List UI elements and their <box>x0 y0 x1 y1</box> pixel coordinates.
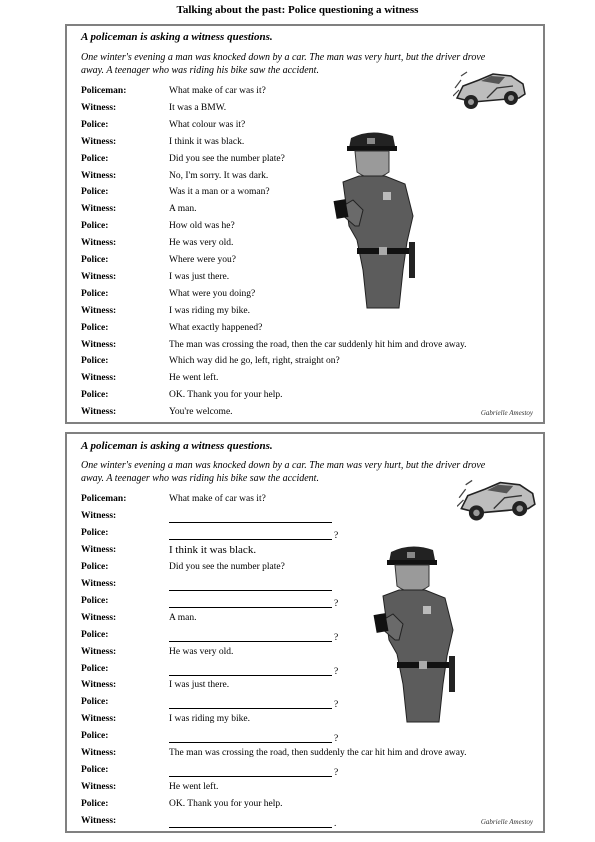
dialogue-row <box>81 272 531 288</box>
blank-punctuation: ? <box>334 700 339 711</box>
dialogue-row <box>81 323 531 339</box>
answer-blank[interactable] <box>169 742 332 743</box>
page-title: Talking about the past: Police questioning a witness <box>176 4 419 16</box>
dialogue-line: It was a BMW. <box>169 102 227 113</box>
speaker-label: Witness: <box>81 271 117 282</box>
speaker-label: Policeman: <box>81 86 127 96</box>
speaker-label: Witness: <box>81 782 117 793</box>
dialogue-row <box>81 731 531 747</box>
speaker-label: Witness: <box>81 680 117 691</box>
dialogue-line: Did you see the number plate? <box>169 561 285 572</box>
credit: Gabrielle Amestoy <box>480 409 533 417</box>
speaker-label: Police: <box>81 697 109 708</box>
dialogue-line: Which way did he go, left, right, straight on? <box>169 356 340 367</box>
dialogue-line: What exactly happened? <box>169 322 263 333</box>
box-title: A policeman is asking a witness questions. <box>81 31 273 43</box>
dialogue-line: A man. <box>169 204 197 215</box>
blank-punctuation: ? <box>334 632 339 643</box>
dialogue-line: What make of car was it? <box>169 86 266 96</box>
answer-blank[interactable] <box>169 607 332 608</box>
speaker-label: Police: <box>81 356 109 367</box>
dialogue-row <box>81 187 531 203</box>
dialogue-line: OK. Thank you for your help. <box>169 799 283 810</box>
dialogue-row <box>81 494 531 510</box>
dialogue-line: OK. Thank you for your help. <box>169 390 283 401</box>
speaker-label: Police: <box>81 221 109 232</box>
dialogue-row <box>81 255 531 271</box>
dialogue-line: I was just there. <box>169 680 230 691</box>
dialogue-line: The man was crossing the road, then suddenly the car hit him and drove away. <box>169 748 467 759</box>
speaker-label: Witness: <box>81 612 117 623</box>
speaker-label: Witness: <box>81 578 117 589</box>
dialogue-row <box>81 782 531 798</box>
dialogue-row <box>81 154 531 170</box>
blank-punctuation: ? <box>334 530 339 541</box>
dialogue-row <box>81 221 531 237</box>
speaker-label: Police: <box>81 731 109 742</box>
dialogue-row <box>81 238 531 254</box>
dialogue-row <box>81 680 531 696</box>
dialogue-row <box>81 816 531 832</box>
dialogue-row <box>81 562 531 578</box>
answer-blank[interactable] <box>169 590 332 591</box>
dialogue-row <box>81 289 531 305</box>
answer-blank[interactable] <box>169 522 332 523</box>
dialogue-line: Was it a man or a woman? <box>169 187 270 198</box>
dialogue-row <box>81 120 531 136</box>
dialogue-row <box>81 356 531 372</box>
dialogue-box-complete <box>65 24 545 424</box>
answer-blank[interactable] <box>169 675 332 676</box>
answer-blank[interactable] <box>169 776 332 777</box>
speaker-label: Witness: <box>81 714 117 725</box>
answer-blank[interactable] <box>169 539 332 540</box>
speaker-label: Police: <box>81 799 109 810</box>
dialogue-line: He was very old. <box>169 646 234 657</box>
speaker-label: Police: <box>81 765 109 776</box>
box-title: A policeman is asking a witness questions. <box>81 440 273 452</box>
speaker-label: Police: <box>81 153 109 164</box>
dialogue-line: I was just there. <box>169 271 230 282</box>
dialogue-row <box>81 340 531 356</box>
blank-punctuation: ? <box>334 734 339 745</box>
dialogue-row <box>81 613 531 629</box>
speaker-label: Police: <box>81 390 109 401</box>
dialogue-line: I was riding my bike. <box>169 305 251 316</box>
dialogue-row <box>81 511 531 527</box>
dialogue-line: How old was he? <box>169 221 235 232</box>
speaker-label: Witness: <box>81 407 117 418</box>
dialogue-row <box>81 596 531 612</box>
speaker-label: Witness: <box>81 136 117 147</box>
dialogue-line: Did you see the number plate? <box>169 153 285 164</box>
dialogue-row <box>81 697 531 713</box>
speaker-label: Police: <box>81 255 109 265</box>
speaker-label: Policeman: <box>81 494 127 504</box>
dialogue-line: The man was crossing the road, then the car suddenly hit him and drove away. <box>169 339 467 350</box>
dialogue-line: What were you doing? <box>169 288 256 299</box>
dialogue-line: What colour was it? <box>169 119 246 130</box>
intro-text: One winter's evening a man was knocked down by a car. The man was very hurt, but the driver drove away. A teenager who was riding his bike saw the accident. <box>81 460 486 484</box>
dialogue-row <box>81 137 531 153</box>
dialogue-row <box>81 390 531 406</box>
speaker-label: Police: <box>81 288 109 299</box>
blank-punctuation: ? <box>334 598 339 609</box>
speaker-label: Witness: <box>81 102 117 113</box>
speaker-label: Witness: <box>81 510 117 521</box>
dialogue-row <box>81 799 531 815</box>
speaker-label: Witness: <box>81 238 117 249</box>
dialogue-line: He went left. <box>169 782 219 793</box>
dialogue-row <box>81 630 531 646</box>
speaker-label: Police: <box>81 187 109 198</box>
credit: Gabrielle Amestoy <box>480 818 533 826</box>
speaker-label: Police: <box>81 663 109 674</box>
dialogue-row <box>81 579 531 595</box>
speaker-label: Police: <box>81 561 109 572</box>
speaker-label: Witness: <box>81 339 117 350</box>
speaker-label: Police: <box>81 322 109 333</box>
speaker-label: Police: <box>81 527 109 538</box>
blank-punctuation: ? <box>334 666 339 677</box>
dialogue-row <box>81 714 531 730</box>
dialogue-line: I think it was black. <box>169 543 257 556</box>
dialogue-line: He went left. <box>169 373 219 384</box>
dialogue-box-exercise <box>65 432 545 833</box>
dialogue-row <box>81 647 531 663</box>
dialogue-line: I was riding my bike. <box>169 714 251 725</box>
dialogue-line: No, I'm sorry. It was dark. <box>169 170 269 181</box>
speaker-label: Police: <box>81 119 109 130</box>
speaker-label: Witness: <box>81 170 117 181</box>
speaker-label: Police: <box>81 595 109 606</box>
answer-blank[interactable] <box>169 641 332 642</box>
dialogue-row <box>81 86 531 102</box>
dialogue-row <box>81 171 531 187</box>
answer-blank[interactable] <box>169 708 332 709</box>
dialogue-row <box>81 664 531 680</box>
speaker-label: Witness: <box>81 816 117 827</box>
speaker-label: Witness: <box>81 305 117 316</box>
blank-punctuation: ? <box>334 768 339 779</box>
dialogue-row <box>81 103 531 119</box>
dialogue-row <box>81 748 531 764</box>
dialogue-line: A man. <box>169 612 197 623</box>
speaker-label: Police: <box>81 629 109 640</box>
dialogue-row <box>81 528 531 544</box>
dialogue-row <box>81 545 531 561</box>
dialogue-line: What make of car was it? <box>169 494 266 504</box>
dialogue-row <box>81 306 531 322</box>
speaker-label: Witness: <box>81 748 117 759</box>
intro-text: One winter's evening a man was knocked down by a car. The man was very hurt, but the driver drove away. A teenager who was riding his bike saw the accident. <box>81 52 486 76</box>
dialogue-row <box>81 765 531 781</box>
dialogue-row <box>81 204 531 220</box>
dialogue-line: I think it was black. <box>169 136 245 147</box>
answer-blank[interactable] <box>169 827 332 828</box>
dialogue-row <box>81 407 531 423</box>
dialogue-row <box>81 373 531 389</box>
blank-punctuation: . <box>334 819 337 830</box>
speaker-label: Witness: <box>81 646 117 657</box>
dialogue-line: Where were you? <box>169 255 236 265</box>
speaker-label: Witness: <box>81 204 117 215</box>
dialogue-line: You're welcome. <box>169 407 233 418</box>
speaker-label: Witness: <box>81 544 117 555</box>
dialogue-line: He was very old. <box>169 238 234 249</box>
speaker-label: Witness: <box>81 373 117 384</box>
